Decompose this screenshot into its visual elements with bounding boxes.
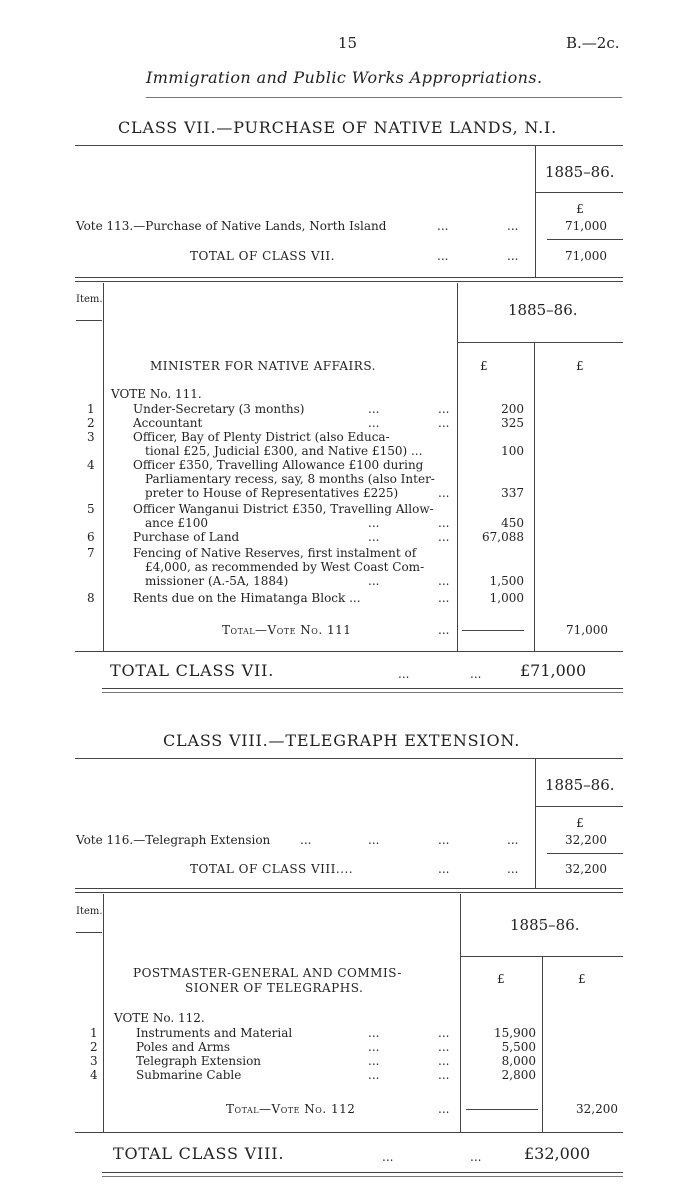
leader-dots: ... xyxy=(398,667,410,681)
leader-dots: ... xyxy=(438,530,450,544)
leader-dots: ... xyxy=(438,1068,450,1082)
item-amount: 1,500 xyxy=(489,574,524,588)
total-class-viii-amount: 32,200 xyxy=(565,862,607,876)
item-amount: 2,800 xyxy=(501,1068,536,1082)
item-amount: 450 xyxy=(501,516,524,530)
summary-currency: £ xyxy=(576,202,584,216)
item-label: Under-Secretary (3 months) xyxy=(133,402,305,416)
leader-dots: ... xyxy=(438,516,450,530)
item-label-continued: preter to House of Representatives £225) xyxy=(145,486,399,500)
item-label: Rents due on the Himatanga Block ... xyxy=(133,591,361,605)
page-subtitle: Immigration and Public Works Appropriations. xyxy=(146,68,543,87)
vote-112-heading: VOTE No. 112. xyxy=(114,1011,205,1025)
item-label: Telegraph Extension xyxy=(136,1054,262,1068)
total-class-viii-grand-amount: £32,000 xyxy=(524,1144,591,1163)
detail-col2-currency: £ xyxy=(578,972,586,986)
leader-dots: ... xyxy=(368,1026,380,1040)
detail-year: 1885–86. xyxy=(508,301,578,319)
document-reference: B.—2c. xyxy=(566,34,620,52)
total-class-viii-label: TOTAL OF CLASS VIII.... xyxy=(190,862,354,876)
leader-dots: ... xyxy=(437,249,449,263)
item-amount: 1,000 xyxy=(489,591,524,605)
leader-dots: ... xyxy=(438,1026,450,1040)
item-number: 8 xyxy=(87,591,95,605)
leader-dots: ... xyxy=(368,1068,380,1082)
vote-113-amount: 71,000 xyxy=(565,219,607,233)
item-number: 7 xyxy=(87,546,95,560)
item-number: 1 xyxy=(90,1026,98,1040)
leader-dots: ... xyxy=(470,667,482,681)
item-label-continued: Parliamentary recess, say, 8 months (also Inter- xyxy=(145,472,435,486)
item-number: 4 xyxy=(87,458,95,472)
vote-116-amount: 32,200 xyxy=(565,833,607,847)
leader-dots: ... xyxy=(437,219,449,233)
item-label-continued: £4,000, as recommended by West Coast Com- xyxy=(145,560,425,574)
minister-native-affairs-title: MINISTER FOR NATIVE AFFAIRS. xyxy=(150,359,376,373)
item-label: Fencing of Native Reserves, first instalment of xyxy=(133,546,417,560)
leader-dots: ... xyxy=(507,862,519,876)
postmaster-general-title-continued: SIONER OF TELEGRAPHS. xyxy=(185,981,364,995)
summary-table-top-rule xyxy=(75,145,623,146)
leader-dots: ... xyxy=(470,1150,482,1164)
total-class-vii-amount: 71,000 xyxy=(565,249,607,263)
vote-113-label: Vote 113.—Purchase of Native Lands, North Island xyxy=(76,219,387,233)
item-label: Purchase of Land xyxy=(133,530,240,544)
leader-dots: ... xyxy=(438,416,450,430)
item-label: Poles and Arms xyxy=(136,1040,231,1054)
item-amount: 337 xyxy=(501,486,524,500)
summary-column-rule xyxy=(535,145,536,277)
item-label: Officer, Bay of Plenty District (also Educa- xyxy=(133,430,390,444)
leader-dots: ... xyxy=(438,623,450,637)
leader-dots: ... xyxy=(368,516,380,530)
detail-year: 1885–86. xyxy=(510,916,580,934)
total-class-vii-grand-label: TOTAL CLASS VII. xyxy=(110,661,275,680)
item-label: Accountant xyxy=(133,416,203,430)
detail-col2-currency: £ xyxy=(576,359,584,373)
item-label-continued: ance £100 xyxy=(145,516,209,530)
item-number: 3 xyxy=(90,1054,98,1068)
item-label: Officer £350, Travelling Allowance £100 during xyxy=(133,458,424,472)
item-label: Submarine Cable xyxy=(136,1068,242,1082)
item-label-continued: missioner (A.-5A, 1884) xyxy=(145,574,289,588)
item-label: Instruments and Material xyxy=(136,1026,293,1040)
item-amount: 325 xyxy=(501,416,524,430)
total-vote-112-label: Total—Vote No. 112 xyxy=(226,1102,356,1116)
class-viii-heading: CLASS VIII.—TELEGRAPH EXTENSION. xyxy=(163,731,521,750)
item-amount: 67,088 xyxy=(482,530,524,544)
leader-dots: ... xyxy=(438,1040,450,1054)
leader-dots: ... xyxy=(438,862,450,876)
vote-111-heading: VOTE No. 111. xyxy=(111,387,202,401)
item-amount: 100 xyxy=(501,444,524,458)
leader-dots: ... xyxy=(368,1054,380,1068)
item-amount: 8,000 xyxy=(501,1054,536,1068)
leader-dots: ... xyxy=(507,219,519,233)
total-vote-112-amount: 32,200 xyxy=(576,1102,618,1116)
total-class-vii-grand-amount: £71,000 xyxy=(520,661,587,680)
item-number: 2 xyxy=(90,1040,98,1054)
item-amount: 5,500 xyxy=(501,1040,536,1054)
leader-dots: ... xyxy=(382,1150,394,1164)
page-number: 15 xyxy=(338,34,358,52)
detail-col1-currency: £ xyxy=(497,972,505,986)
total-class-viii-grand-label: TOTAL CLASS VIII. xyxy=(113,1144,285,1163)
leader-dots: ... xyxy=(368,530,380,544)
summary-currency: £ xyxy=(576,816,584,830)
leader-dots: ... xyxy=(507,833,519,847)
leader-dots: ... xyxy=(438,574,450,588)
leader-dots: ... xyxy=(368,402,380,416)
item-column-header: Item. xyxy=(76,294,103,305)
item-label-continued: tional £25, Judicial £300, and Native £150) ... xyxy=(145,444,423,458)
total-vote-111-amount: 71,000 xyxy=(566,623,608,637)
leader-dots: ... xyxy=(507,249,519,263)
leader-dots: ... xyxy=(438,833,450,847)
item-number: 4 xyxy=(90,1068,98,1082)
class-vii-heading: CLASS VII.—PURCHASE OF NATIVE LANDS, N.I. xyxy=(118,118,558,137)
item-number: 6 xyxy=(87,530,95,544)
postmaster-general-title: POSTMASTER-GENERAL AND COMMIS- xyxy=(133,966,402,980)
leader-dots: ... xyxy=(438,1102,450,1116)
leader-dots: ... xyxy=(368,1040,380,1054)
leader-dots: ... xyxy=(438,486,450,500)
item-amount: 200 xyxy=(501,402,524,416)
leader-dots: ... xyxy=(438,591,450,605)
item-number: 3 xyxy=(87,430,95,444)
summary-year: 1885–86. xyxy=(545,163,615,181)
leader-dots: ... xyxy=(438,402,450,416)
detail-col1-currency: £ xyxy=(480,359,488,373)
item-number: 2 xyxy=(87,416,95,430)
leader-dots: ... xyxy=(368,833,380,847)
total-vote-111-label: Total—Vote No. 111 xyxy=(222,623,352,637)
leader-dots: ... xyxy=(438,1054,450,1068)
item-amount: 15,900 xyxy=(494,1026,536,1040)
item-number: 5 xyxy=(87,502,95,516)
vote-116-label: Vote 116.—Telegraph Extension xyxy=(76,833,271,847)
leader-dots: ... xyxy=(300,833,312,847)
leader-dots: ... xyxy=(368,574,380,588)
item-number: 1 xyxy=(87,402,95,416)
leader-dots: ... xyxy=(368,416,380,430)
item-column-header: Item. xyxy=(76,906,103,917)
summary-year: 1885–86. xyxy=(545,776,615,794)
total-class-vii-label: TOTAL OF CLASS VII. xyxy=(190,249,335,263)
item-label: Officer Wanganui District £350, Travelling Allow- xyxy=(133,502,434,516)
